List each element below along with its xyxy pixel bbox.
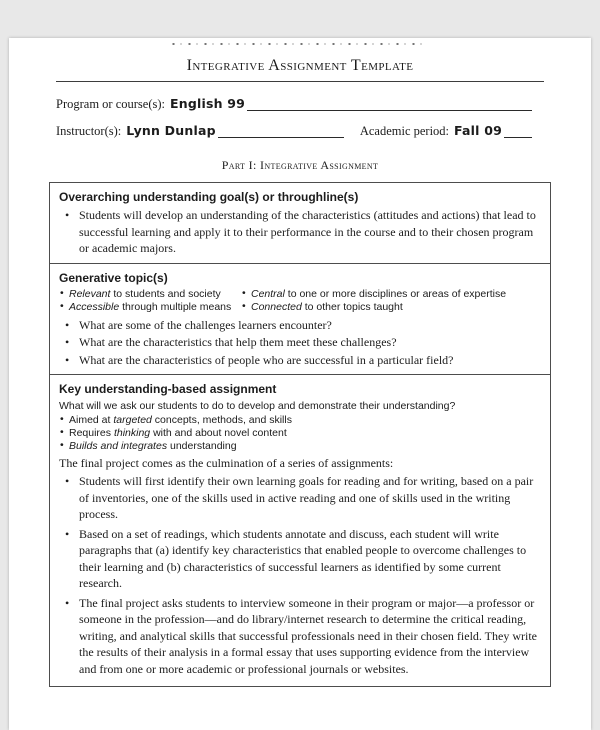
- assignment-step: • Students will first identify their own learning goals for reading and for writing, based on a pair of inventories, one of the skills used in active reading and one of skills used in the writing process.: [58, 473, 540, 523]
- instructor-period-row: [56, 122, 544, 140]
- generative-question: • What are the characteristics that help them meet these challenges?: [58, 334, 540, 351]
- criterion-central: • Central to one or more disciplines or areas of expertise: [241, 288, 540, 302]
- program-label: Program or course(s):: [56, 97, 165, 111]
- generative-question-list: [58, 317, 540, 369]
- overarching-goal-item: • Students will develop an understanding of the characteristics (attitudes and actions) that lead to successful learning and apply it to their performance in the course and to their chosen program or academic majors.: [58, 207, 540, 257]
- assignment-step: • Based on a set of readings, which students annotate and discuss, each student will write paragraphs that (a) identify key characteristics that enabled people to overcome challenges to their learning and (b) characteristics of successful learners as identified by some current research.: [58, 526, 540, 592]
- instructor-value: Lynn Dunlap: [126, 123, 216, 138]
- program-row: [56, 95, 544, 113]
- section-overarching-goals: [50, 183, 550, 263]
- criterion-aimed: • Aimed at targeted concepts, methods, and skills: [59, 414, 540, 427]
- document-page: [9, 38, 591, 730]
- cropped-header-remnant: [9, 38, 591, 48]
- criterion-requires: • Requires thinking with and about novel content: [59, 427, 540, 440]
- criterion-relevant: • Relevant to students and society: [59, 288, 241, 302]
- assignment-step: • The final project asks students to interview someone in their program or major—a professor or someone in the profession—and do library/internet research to determine the critical reading, writing, and analytical skills that successful professionals need in their chosen field. They write the results of their analysis in a formal essay that uses supporting evidence from the interview and from one or more academic or professional journals or websites.: [58, 595, 540, 678]
- document-content: [9, 57, 591, 687]
- academic-period-label: Academic period:: [359, 124, 450, 138]
- criteria-column-right: [241, 288, 540, 315]
- key-assignment-heading: Key understanding-based assignment: [59, 382, 277, 396]
- document-header: [56, 57, 544, 82]
- instructor-label: Instructor(s):: [56, 124, 122, 138]
- part-one-heading: Part I: Integrative Assignment: [221, 158, 379, 172]
- section-generative-topics: [50, 263, 550, 375]
- overarching-heading: Overarching understanding goal(s) or throughline(s): [59, 190, 359, 204]
- criterion-accessible: • Accessible through multiple means: [59, 301, 241, 315]
- program-blank-line: [247, 108, 532, 111]
- criterion-connected: • Connected to other topics taught: [241, 301, 540, 315]
- criterion-builds: • Builds and integrates understanding: [59, 440, 540, 453]
- generative-question: • What are some of the challenges learners encounter?: [58, 317, 540, 334]
- criteria-column-left: [59, 288, 241, 315]
- generative-question: • What are the characteristics of people who are successful in a particular field?: [58, 352, 540, 369]
- academic-period-value: Fall 09: [454, 123, 502, 138]
- key-assignment-prompt: What will we ask our students to do to develop and demonstrate their understanding?: [59, 400, 456, 412]
- generative-criteria: [59, 288, 540, 315]
- period-blank-line: [504, 135, 532, 138]
- key-assignment-criteria: [59, 414, 540, 453]
- overarching-bullet-list: [58, 207, 540, 257]
- section-key-assignment: [50, 374, 550, 686]
- assignment-template-box: [49, 182, 551, 687]
- final-project-intro: The final project comes as the culmination of a series of assignments:: [59, 456, 394, 470]
- document-title: Integrative Assignment Template: [186, 57, 414, 74]
- program-value: English 99: [170, 96, 246, 111]
- assignment-sequence-list: [58, 473, 540, 677]
- generative-heading: Generative topic(s): [59, 270, 168, 285]
- instructor-blank-line: [218, 135, 344, 138]
